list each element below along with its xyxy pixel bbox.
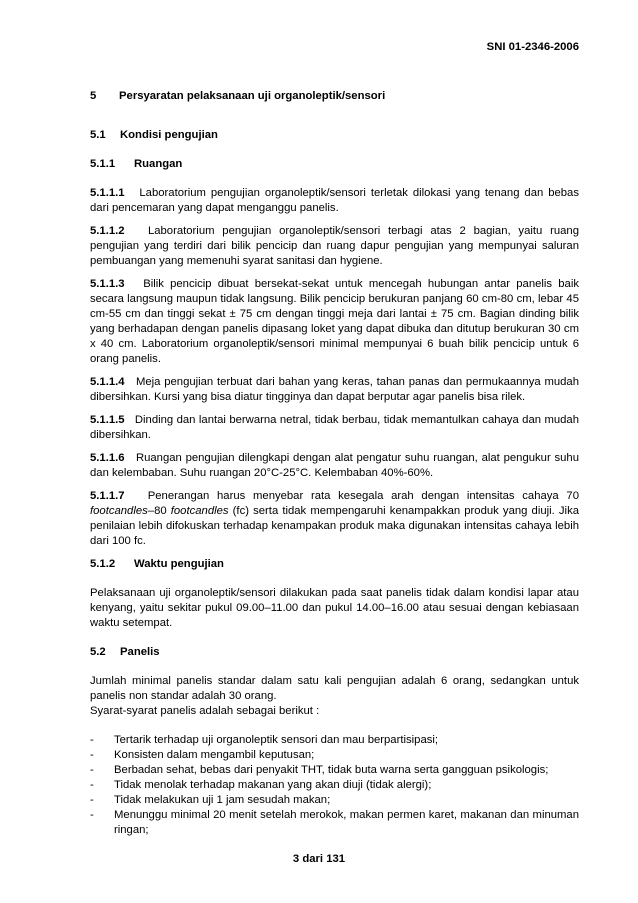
clause-text: Dinding dan lantai berwarna netral, tidak berbau, tidak memantulkan cahaya dan mudah dibersihkan. bbox=[90, 414, 579, 441]
section-number: 5.1.1 bbox=[90, 158, 116, 170]
document-code: SNI 01-2346-2006 bbox=[486, 41, 579, 53]
section-5-1-2-heading bbox=[90, 557, 579, 572]
document-body bbox=[90, 89, 579, 838]
clause-number: 5.1.1.7 bbox=[90, 490, 125, 502]
list-item-text: Tidak melakukan uji 1 jam sesudah makan; bbox=[114, 794, 331, 806]
paragraph-5-1-1-7 bbox=[90, 489, 579, 549]
list-dash: - bbox=[90, 794, 94, 806]
list-item bbox=[90, 748, 579, 763]
section-title: Persyaratan pelaksanaan uji organoleptik/sensori bbox=[119, 90, 386, 102]
list-dash: - bbox=[90, 734, 94, 746]
clause-text-c: (fc) serta tidak mempengaruhi kenampakkan produk yang diuji. Jika penilaian lebih difokuskan terhadap kenampakan produk maka digunakan intensitas cahaya lebih dari 100 fc. bbox=[90, 505, 579, 547]
clause-text-b: –80 bbox=[147, 505, 167, 517]
paragraph-5-2 bbox=[90, 674, 579, 704]
paragraph-5-2-requirements bbox=[90, 704, 579, 719]
paragraph-5-1-1-2 bbox=[90, 224, 579, 269]
paragraph-5-1-1-3 bbox=[90, 277, 579, 367]
clause-text: Bilik pencicip dibuat bersekat-sekat untuk mencegah hubungan antar panelis baik secara langsung maupun tidak langsung. Bilik pencicip berukuran panjang 60 cm-80 cm, lebar 45 cm-55 cm dan tinggi sekat ± 75 cm dengan tinggi meja dari lantai ± 75 cm. Bagian dinding bilik yang berhadapan dengan panelis dipasang loket yang dapat dibuka dan ditutup berukuran 30 cm x 40 cm. Laboratorium organoleptik/sensori minimal mempunyai 6 buah bilik pencicip untuk 6 orang panelis. bbox=[90, 278, 579, 365]
clause-text: Laboratorium pengujian organoleptik/sensori terletak dilokasi yang tenang dan bebas dari pencemaran yang dapat menganggu panelis. bbox=[90, 187, 579, 214]
clause-number: 5.1.1.4 bbox=[90, 376, 125, 388]
list-dash: - bbox=[90, 809, 94, 821]
clause-number: 5.1.1.5 bbox=[90, 414, 125, 426]
clause-text: Laboratorium pengujian organoleptik/sensori terbagi atas 2 bagian, yaitu ruang pengujian yang terdiri dari bilik pencicip dan ruang dapur pengujian yang mempunyai saluran pembuangan yang memenuhi syarat sanitasi dan hygiene. bbox=[90, 225, 579, 267]
clause-text: Ruangan pengujian dilengkapi dengan alat pengatur suhu ruangan, alat pengukur suhu dan kelembaban. Suhu ruangan 20°C-25°C. Kelembaban 40%-60%. bbox=[90, 452, 579, 479]
paragraph-5-1-1-6 bbox=[90, 451, 579, 481]
paragraph-text: Jumlah minimal panelis standar dalam satu kali pengujian adalah 6 orang, sedangkan untuk panelis non standar adalah 30 orang. bbox=[90, 675, 579, 702]
list-item bbox=[90, 793, 579, 808]
section-number: 5.1 bbox=[90, 129, 106, 141]
section-5-1-1-heading bbox=[90, 157, 579, 172]
list-dash: - bbox=[90, 764, 94, 776]
clause-number: 5.1.1.6 bbox=[90, 452, 125, 464]
list-item-text: Konsisten dalam mengambil keputusan; bbox=[114, 749, 315, 761]
paragraph-text: Pelaksanaan uji organoleptik/sensori dilakukan pada saat panelis tidak dalam kondisi lapar atau kenyang, yaitu sekitar pukul 09.00–11.00 dan pukul 14.00–16.00 atau sesuai dengan kebiasaan waktu setempat. bbox=[90, 587, 579, 629]
list-dash: - bbox=[90, 749, 94, 761]
clause-text: Meja pengujian terbuat dari bahan yang keras, tahan panas dan permukaannya mudah dibersihkan. Kursi yang bisa diatur tingginya dan dapat berputar agar panelis bisa rilek. bbox=[90, 376, 579, 403]
section-number: 5.1.2 bbox=[90, 558, 116, 570]
paragraph-5-1-2 bbox=[90, 586, 579, 631]
list-item bbox=[90, 778, 579, 793]
footcandles-term: footcandles bbox=[90, 505, 148, 517]
page-number: 3 dari 131 bbox=[292, 853, 346, 865]
list-item bbox=[90, 733, 579, 748]
section-title: Panelis bbox=[120, 646, 160, 658]
list-item-text: Menunggu minimal 20 menit setelah merokok, makan permen karet, makanan dan minuman ringan; bbox=[114, 809, 579, 836]
paragraph-text: Syarat-syarat panelis adalah sebagai berikut : bbox=[90, 705, 320, 717]
section-title: Kondisi pengujian bbox=[120, 129, 218, 141]
section-title: Waktu pengujian bbox=[134, 558, 224, 570]
paragraph-5-1-1-1 bbox=[90, 186, 579, 216]
list-item-text: Tidak menolak terhadap makanan yang akan diuji (tidak alergi); bbox=[114, 779, 432, 791]
list-item-text: Berbadan sehat, bebas dari penyakit THT, tidak buta warna serta gangguan psikologis; bbox=[114, 764, 549, 776]
list-item bbox=[90, 763, 579, 778]
clause-text-a: Penerangan harus menyebar rata kesegala arah dengan intensitas cahaya 70 bbox=[147, 490, 579, 502]
section-number: 5 bbox=[90, 90, 97, 102]
list-item-text: Tertarik terhadap uji organoleptik sensori dan mau berpartisipasi; bbox=[114, 734, 439, 746]
list-dash: - bbox=[90, 779, 94, 791]
paragraph-5-1-1-4 bbox=[90, 375, 579, 405]
footcandles-term: footcandles bbox=[170, 505, 229, 517]
section-title: Ruangan bbox=[134, 158, 183, 170]
section-number: 5.2 bbox=[90, 646, 106, 658]
panelist-requirements-list bbox=[90, 733, 579, 838]
clause-number: 5.1.1.1 bbox=[90, 187, 125, 199]
list-item bbox=[90, 808, 579, 838]
section-5-1-heading bbox=[90, 128, 579, 143]
paragraph-5-1-1-5 bbox=[90, 413, 579, 443]
section-5-2-heading bbox=[90, 645, 579, 660]
clause-number: 5.1.1.3 bbox=[90, 278, 125, 290]
clause-number: 5.1.1.2 bbox=[90, 225, 125, 237]
section-5-heading bbox=[90, 89, 579, 104]
